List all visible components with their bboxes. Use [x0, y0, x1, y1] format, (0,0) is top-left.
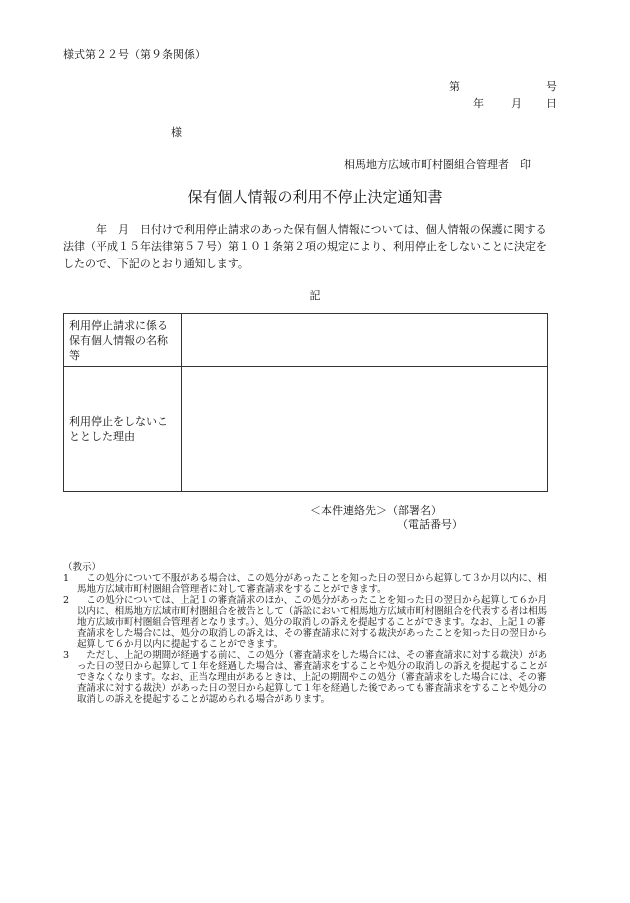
record-table [63, 313, 548, 492]
row2-value [182, 367, 548, 492]
instructions-heading: （教示） [63, 562, 102, 573]
list-item [63, 595, 553, 650]
item-text: この処分については、上記１の審査請求のほか、この処分があったことを知った日の翌日から起算して６か月以内に、相馬地方広域市町村圏組合を被告として（訴訟において相馬地方広域市町村圏組合を代表する者は相馬地方広域市町村圏組合管理者となります。）、処分の取消しの訴えを提起することができます。なお、上記１の審査請求をした場合には、処分の取消しの訴えは、その審査請求に対する裁決があったことを知った日の翌日から起算して６か月以内に提起することができます。 [77, 595, 548, 650]
list-item [63, 573, 553, 595]
issue-date [473, 95, 557, 111]
document-title: 保有個人情報の利用不停止決定通知書 [187, 188, 443, 206]
row1-value [182, 314, 548, 367]
contact-phone: （電話番号） [397, 518, 463, 531]
list-item [63, 650, 553, 705]
item-number: 1 [63, 573, 70, 584]
date-day: 日 [546, 97, 557, 110]
sender: 相馬地方広域市町村圏組合管理者 印 [344, 158, 531, 171]
doc-number-prefix: 第 [449, 80, 460, 93]
contact-label: ＜本件連絡先＞（部署名） [310, 504, 442, 517]
doc-number-suffix: 号 [546, 80, 557, 93]
body-paragraph [63, 221, 553, 272]
addressee: 様 [171, 126, 182, 139]
row1-label: 利用停止請求に係る保有個人情報の名称等 [64, 314, 182, 367]
row2-label: 利用停止をしないこととした理由 [64, 367, 182, 492]
ki-heading: 記 [309, 289, 321, 302]
instructions [63, 562, 553, 705]
body-text: 年 月 日付けで利用停止請求のあった保有個人情報については、個人情報の保護に関する法律（平成１５年法律第５７号）第１０１条第２項の規定により、利用停止をしないことに決定をしたので、下記のとおり通知します。 [63, 223, 547, 270]
table-row [64, 367, 548, 492]
item-text: この処分について不服がある場合は、この処分があったことを知った日の翌日から起算して３か月以内に、相馬地方広域市町村圏組合管理者に対して審査請求をすることができます。 [77, 573, 547, 595]
table-row [64, 314, 548, 367]
date-year: 年 [473, 97, 484, 110]
item-number: 3 [63, 650, 70, 661]
contact-info [310, 504, 463, 532]
item-text: ただし、上記の期間が経過する前に、この処分（審査請求をした場合には、その審査請求に対する裁決）があった日の翌日から起算して１年を経過した場合は、審査請求をすることや処分の取消しの訴えを提起することができなくなります。なお、正当な理由があるときは、上記の期間やこの処分（審査請求をした場合には、その審査請求に対する裁決）があった日の翌日から起算して１年を経過した後であっても審査請求をすることや処分の取消しの訴えを提起することが認められる場合があります。 [77, 650, 548, 705]
date-month: 月 [511, 97, 522, 110]
item-number: 2 [63, 595, 70, 606]
form-number: 様式第２２号（第９条関係） [63, 48, 206, 61]
